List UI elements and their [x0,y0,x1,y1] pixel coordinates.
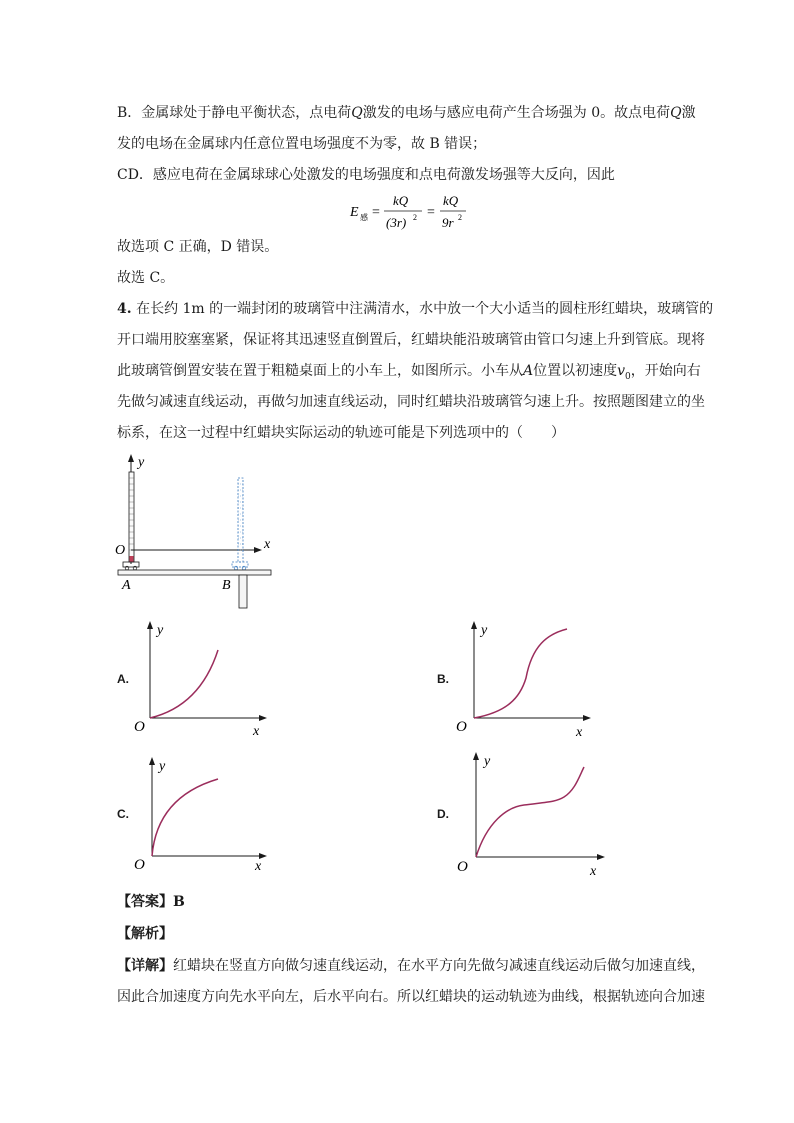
svg-text:=: = [372,205,380,220]
setup-origin-label: O [115,543,126,558]
option-a-trajectory [150,650,218,718]
svg-text:x: x [253,724,260,739]
option-a-label: A. [117,672,129,686]
question-line-2: 开口端用胶塞塞紧，保证将其迅速竖直倒置后，红蜡块能沿玻璃管由管口匀速上升到管底。现将 [117,332,705,348]
option-d-trajectory [476,767,584,857]
svg-text:x: x [590,864,597,879]
svg-text:2: 2 [413,213,417,222]
answer-line: 【答案】B [117,894,185,910]
svg-text:y: y [157,623,164,638]
option-c-label: C. [117,807,129,821]
option-b-label: B. [437,672,449,686]
svg-text:=: = [427,205,435,220]
svg-text:kQ: kQ [393,193,409,208]
svg-text:2: 2 [458,213,462,222]
svg-text:x: x [255,859,262,874]
label-a: A [122,578,131,593]
setup-x-label: x [264,537,271,552]
conclusion-line-1: 故选项 C 正确，D 错误。 [117,239,279,255]
svg-text:9r: 9r [442,215,454,230]
para-b-line-2: 发的电场在金属球内任意位置电场强度不为零，故 B 错误； [117,136,487,152]
detail-line-1: 【详解】红蜡块在竖直方向做匀速直线运动，在水平方向先做匀减速直线运动后做匀加速直线， [117,958,705,974]
option-d-graph [452,747,612,879]
svg-text:感: 感 [360,213,368,222]
question-number: 4. [117,301,132,317]
svg-text:x: x [576,725,583,738]
option-c-trajectory [152,779,218,856]
option-a-graph [130,618,280,740]
question-line-3: 此玻璃管倒置安装在置于粗糙桌面上的小车上，如图所示。小车从A位置以初速度$v_0$，开始向右 [117,363,701,382]
analysis-tag: 【解析】 [117,926,173,942]
option-b-graph [452,616,602,738]
table-top [118,570,271,575]
svg-text:E: E [350,205,359,220]
wax-block [130,556,134,562]
svg-text:y: y [481,623,488,638]
svg-text:O: O [457,859,468,875]
cart-b [232,562,248,567]
question-line-4: 先做匀减速直线运动，再做匀加速直线运动，同时红蜡块沿玻璃管匀速上升。按照题图建立的坐 [117,394,705,410]
option-d-label: D. [437,807,449,821]
option-c-graph [130,752,280,874]
svg-text:O: O [134,719,145,735]
svg-text:y: y [159,759,166,774]
question-line-5: 标系，在这一过程中红蜡块实际运动的轨迹可能是下列选项中的（ ） [117,425,565,441]
para-cd-line-1: CD．感应电荷在金属球球心处激发的电场强度和点电荷激发场强等大反向，因此 [117,167,615,183]
conclusion-line-2: 故选 C。 [117,270,175,286]
svg-text:y: y [484,754,491,769]
svg-text:O: O [456,719,467,735]
table-leg [239,575,247,608]
svg-text:O: O [134,857,145,873]
svg-text:kQ: kQ [443,193,459,208]
svg-text:(3r): (3r) [386,215,407,230]
glass-tube-a [129,472,134,562]
para-b-line-1: B．金属球处于静电平衡状态，点电荷Q激发的电场与感应电荷产生合场强为 0。故点电荷Q激 [117,105,696,121]
setup-figure [108,452,283,612]
question-line-1: 4. 在长约 1m 的一端封闭的玻璃管中注满清水，水中放一个大小适当的圆柱形红蜡块，玻璃管的 [117,301,714,317]
detail-line-2: 因此合加速度方向先水平向左，后水平向右。所以红蜡块的运动轨迹为曲线，根据轨迹向合加速 [117,989,705,1005]
setup-y-label: y [138,455,145,470]
option-b-trajectory [474,629,567,718]
formula-field-strength [340,190,480,234]
label-b: B [222,578,231,593]
